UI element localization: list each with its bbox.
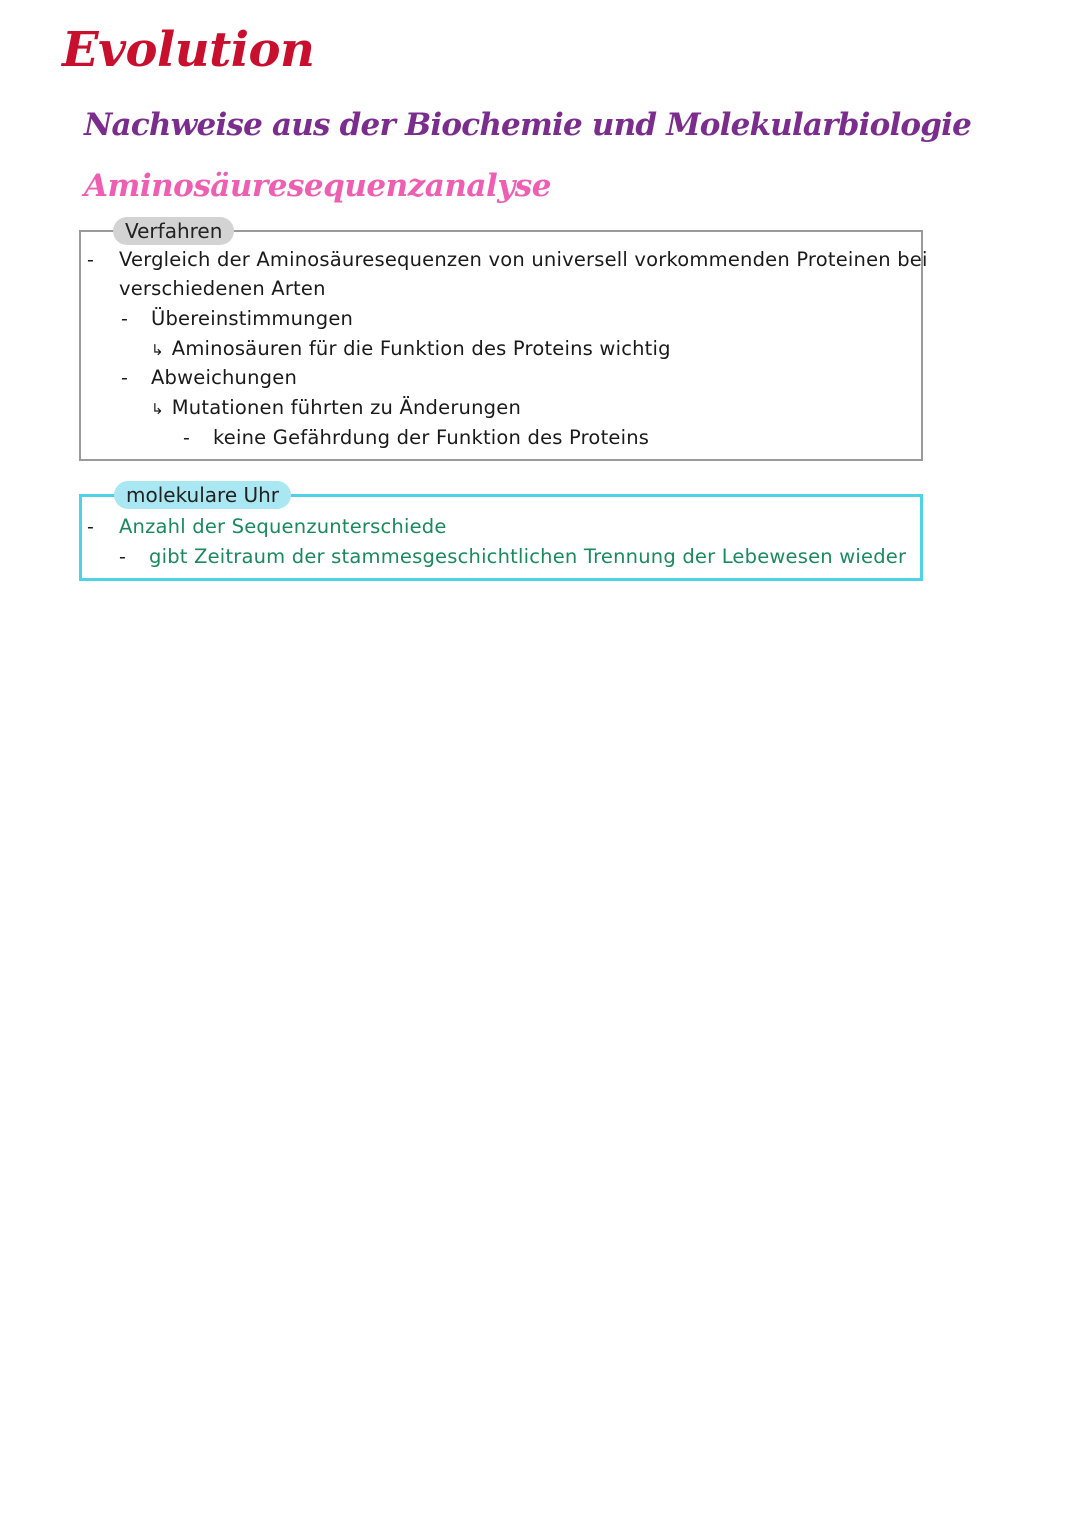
verfahren-line-1-text: Vergleich der Aminosäuresequenzen von universell vorkommenden Proteinen bei (119, 248, 928, 271)
verfahren-line-1 (119, 247, 928, 273)
verfahren-item2-subsub-bullet: - (183, 427, 190, 449)
uhr-bullet: - (87, 516, 94, 538)
uhr-line-1: Anzahl der Sequenzunterschiede (119, 515, 447, 538)
verfahren-item1: Übereinstimmungen (151, 307, 354, 330)
verfahren-item1-sub-text: Aminosäuren für die Funktion des Proteins wichtig (171, 337, 671, 360)
verfahren-item1-sub (151, 336, 671, 363)
verfahren-item2-sub (151, 395, 521, 422)
molekulare-uhr-tag: molekulare Uhr (114, 481, 291, 509)
section-title: Aminosäuresequenzanalyse (84, 168, 551, 204)
arrow-icon: ↳ (151, 341, 164, 359)
verfahren-item2-sub-text: Mutationen führten zu Änderungen (171, 396, 522, 419)
verfahren-tag: Verfahren (113, 217, 234, 245)
page-title: Evolution (62, 22, 315, 78)
molekulare-uhr-box (79, 483, 923, 581)
verfahren-item2-bullet: - (121, 367, 128, 389)
page-subtitle: Nachweise aus der Biochemie und Molekularbiologie (84, 107, 972, 143)
verfahren-item1-bullet: - (121, 308, 128, 330)
uhr-item: gibt Zeitraum der stammesgeschichtlichen Trennung der Lebewesen wieder (149, 545, 907, 568)
verfahren-box (79, 219, 928, 461)
verfahren-line-2: verschiedenen Arten (119, 277, 326, 300)
verfahren-item2: Abweichungen (151, 366, 298, 389)
arrow-icon: ↳ (151, 400, 164, 418)
verfahren-item2-subsub: keine Gefährdung der Funktion des Proteins (213, 426, 650, 449)
uhr-item-bullet: - (119, 546, 126, 568)
verfahren-bullet: - (87, 249, 94, 271)
